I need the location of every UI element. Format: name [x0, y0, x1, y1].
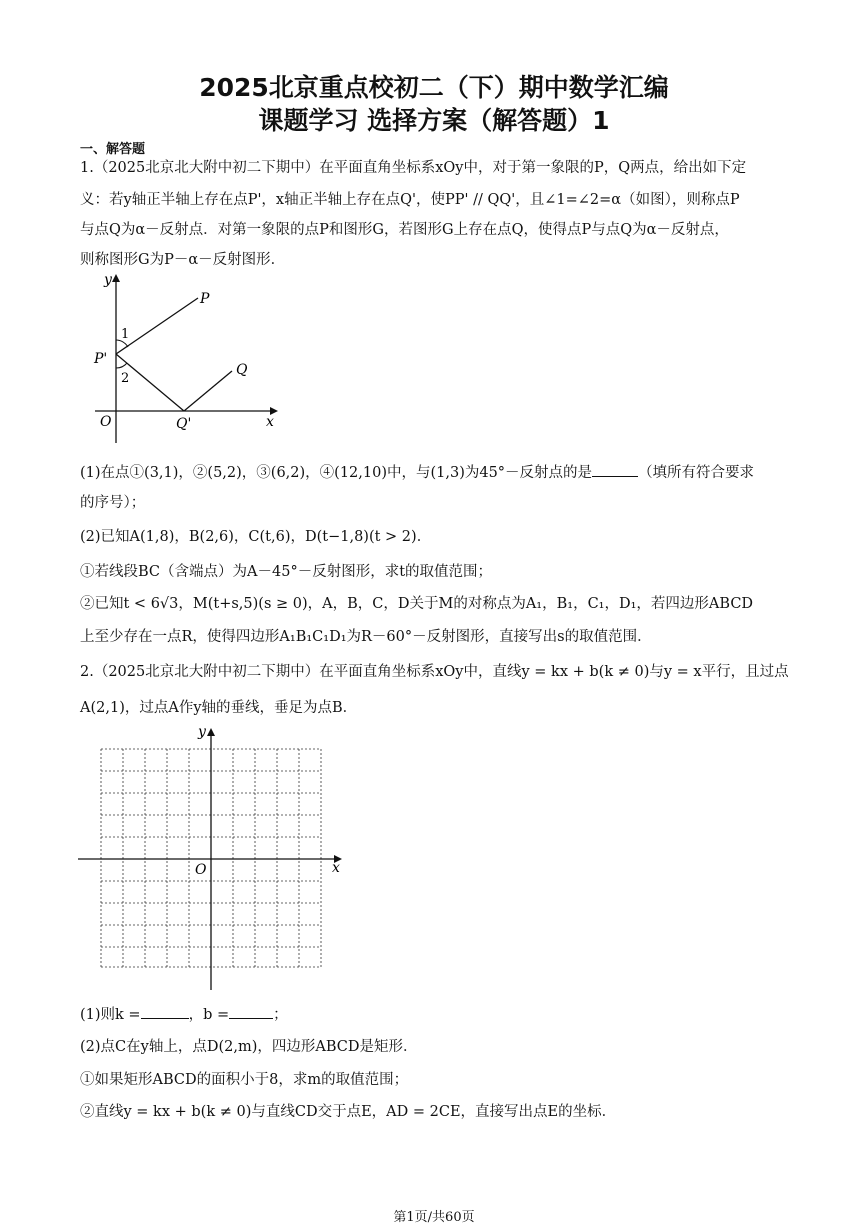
title-line-2: 课题学习 选择方案（解答题）1: [258, 106, 610, 135]
p2-q1-prefix: (1)则k =: [80, 1007, 141, 1023]
p1-q2-part-b-line-1: ②已知t < 6√3，M(t+s,5)(s ≥ 0)，A，B，C，D关于M的对称点为A₁，B₁，C₁，D₁，若四边形ABCD: [80, 596, 754, 612]
grid-y-label: y: [198, 724, 206, 740]
p1-intro-line-2: 义：若y轴正半轴上存在点P'，x轴正半轴上存在点Q'，使PP' // QQ'，且∠1=∠2=α（如图），则称点P: [80, 192, 740, 208]
p1-q2-part-b-line-2: 上至少存在一点R，使得四边形A₁B₁C₁D₁为R－60°－反射图形，直接写出s的取值范围．: [80, 629, 652, 645]
p1-q1-text: (1)在点①(3,1)，②(5,2)，③(6,2)，④(12,10)中，与(1,3)为45°－反射点的是: [80, 465, 593, 481]
p2-q1-mid: ，b =: [188, 1007, 230, 1023]
fig1-q-label: Q: [236, 362, 248, 378]
fig1-pprime-label: P': [94, 351, 108, 367]
section-heading: 一、解答题: [80, 142, 146, 157]
p1-q2-part-a: ①若线段BC（含端点）为A－45°－反射图形，求t的取值范围；: [80, 564, 493, 580]
p2-b-answer-blank[interactable]: [229, 1017, 273, 1019]
p2-q2-part-a: ①如果矩形ABCD的面积小于8，求m的取值范围；: [80, 1072, 409, 1088]
p1-intro-line-3: 与点Q为α－反射点．对第一象限的点P和图形G，若图形G上存在点Q，使得点P与点Q为α－反射点，: [80, 222, 729, 238]
page-footer: 第1页/共60页: [393, 1210, 475, 1225]
p1-q1-tail: （填所有符合要求: [638, 465, 755, 481]
p1-q1-line-2: 的序号）；: [80, 495, 146, 511]
p2-q1-end: ；: [273, 1007, 288, 1023]
p2-q2-line-1: (2)点C在y轴上，点D(2,m)，四边形ABCD是矩形．: [80, 1039, 418, 1055]
fig1-origin-label: O: [100, 414, 112, 430]
p1-intro-line-1: 1.（2025北京北大附中初二下期中）在平面直角坐标系xOy中，对于第一象限的P，Q两点，给出如下定: [80, 160, 747, 176]
p2-q1-line: [80, 1003, 790, 1024]
reflection-figure: [90, 268, 290, 448]
title-line-1: 2025北京重点校初二（下）期中数学汇编: [199, 73, 669, 102]
p2-k-answer-blank[interactable]: [141, 1017, 189, 1019]
fig1-y-label: y: [104, 272, 112, 288]
p1-q2-line-1: (2)已知A(1,8)，B(2,6)，C(t,6)，D(t−1,8)(t > 2)．: [80, 529, 432, 545]
grid-x-label: x: [332, 860, 340, 876]
p1-q1-answer-blank[interactable]: [592, 475, 638, 477]
p2-intro-line-2: A(2,1)，过点A作y轴的垂线，垂足为点B．: [80, 700, 358, 716]
grid-origin-label: O: [195, 862, 207, 878]
coordinate-grid: [76, 722, 351, 992]
fig1-angle2-label: 2: [121, 371, 130, 386]
fig1-p-label: P: [200, 291, 210, 307]
p1-intro-line-4: 则称图形G为P－α－反射图形．: [80, 252, 286, 268]
fig1-x-label: x: [266, 414, 274, 430]
p2-q2-part-b: ②直线y = kx + b(k ≠ 0)与直线CD交于点E，AD = 2CE，直接写出点E的坐标．: [80, 1104, 617, 1120]
p2-intro-line-1: 2.（2025北京北大附中初二下期中）在平面直角坐标系xOy中，直线y = kx + b(k ≠ 0)与y = x平行，且过点: [80, 664, 789, 680]
fig1-qprime-label: Q': [176, 416, 192, 432]
p1-q1-line-1: [80, 461, 790, 482]
fig1-angle1-label: 1: [121, 327, 130, 342]
